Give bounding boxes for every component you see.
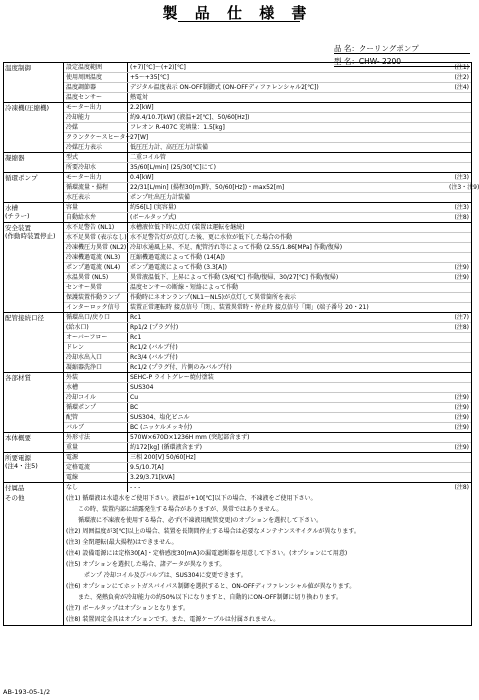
- spec-item: 定格電流: [64, 463, 128, 472]
- spec-value: ポンプ過電流によって作動 (3.3[A]): [130, 264, 227, 271]
- spec-row: [64, 353, 471, 363]
- spec-row: [64, 163, 471, 172]
- spec-row: [64, 173, 471, 183]
- note-line: (注5) オプションを選択した場合、諸データが異なります。: [66, 561, 226, 568]
- spec-item: 凝縮器洗浄口: [64, 363, 128, 372]
- spec-note: [449, 243, 471, 252]
- spec-item: (給水口): [64, 323, 128, 332]
- spec-row: [64, 403, 471, 413]
- spec-section: [4, 433, 471, 453]
- spec-value: 圧縮機過電流によって作動 (14[A]): [130, 254, 226, 261]
- spec-value: 水不足警告灯が点灯した後、更に水位が低下した場合の作動: [130, 234, 293, 241]
- spec-item: 冷却能力: [64, 113, 128, 122]
- spec-value: Rc1/2 (バルブ付): [130, 344, 178, 351]
- spec-item: ポンプ過電流 (NL4): [64, 263, 128, 272]
- spec-item: 冷媒: [64, 123, 128, 132]
- document-title: 製 品 仕 様 書: [162, 4, 313, 22]
- section-rows: [64, 63, 471, 102]
- spec-section: [4, 223, 471, 313]
- section-rows: [64, 173, 479, 202]
- section-name: 安全装置 (作動時装置停止): [4, 223, 64, 312]
- spec-item: 外形寸法: [64, 433, 128, 442]
- spec-section: [4, 173, 479, 203]
- spec-note: (注7): [454, 314, 469, 321]
- spec-row: [64, 223, 471, 233]
- note-line: (注8) 装置固定金具はオプションです。また、電源ケーブルは付属されません。: [66, 616, 280, 623]
- spec-section: [4, 153, 471, 173]
- spec-value: 作動時にネオンランプ(NL1〜NL5)が点灯して異常箇所を表示: [130, 294, 296, 301]
- section-rows: [64, 433, 471, 452]
- spec-row: [64, 293, 471, 303]
- spec-note: [449, 113, 471, 122]
- spec-note: [449, 153, 471, 162]
- note-line: (注7) ボールタップはオプションとなります。: [66, 605, 190, 612]
- spec-row: [64, 383, 471, 393]
- spec-note: [449, 463, 471, 472]
- spec-note: (注8): [454, 214, 469, 221]
- spec-item: 循環ポンプ: [64, 403, 128, 412]
- spec-row: [64, 393, 471, 403]
- spec-item: オーバーフロー: [64, 333, 128, 342]
- spec-item: 冷却水出入口: [64, 353, 128, 362]
- spec-note: [449, 193, 471, 202]
- spec-row: [64, 103, 471, 113]
- spec-item: バルブ: [64, 423, 128, 432]
- spec-value: 低圧圧力計、高圧圧力計装備: [130, 144, 209, 151]
- spec-item: モーター出力: [64, 173, 128, 182]
- section-name: 温度制御: [4, 63, 64, 102]
- product-name: [334, 44, 470, 53]
- spec-note: (注4): [454, 84, 469, 91]
- spec-note: [449, 303, 471, 312]
- spec-item: 設定温度範囲: [64, 63, 128, 72]
- spec-value: 570W×670D×1236H mm (突起部含まず): [130, 434, 250, 441]
- spec-item: 自動給水弁: [64, 213, 128, 222]
- spec-note: [449, 293, 471, 302]
- spec-value: デジタル温度表示 ON-OFF制御式 (ON-OFFディファレンシャル2[℃]): [130, 84, 319, 91]
- spec-row: [64, 133, 471, 143]
- spec-item: 温度センサー: [64, 93, 128, 102]
- spec-note: [449, 133, 471, 142]
- spec-row: [64, 233, 471, 243]
- spec-row: [64, 143, 471, 152]
- spec-value: 約9.4/10.7[kW] (液温+2[℃]、50/60[Hz]): [130, 114, 250, 121]
- spec-note: [449, 453, 471, 462]
- spec-section: [4, 103, 471, 153]
- note-line: また、発熱負荷が冷却能力の約50%以下になりますと、自動的にON-OFF制御に切り換わります。: [66, 594, 343, 601]
- section-name: 付属品: [4, 483, 64, 493]
- spec-section: [4, 483, 471, 493]
- spec-row: [64, 473, 471, 482]
- spec-item: 使用周囲温度: [64, 73, 128, 82]
- document-footer: AB-193-05-1/2: [3, 688, 51, 696]
- spec-note: (注1): [454, 64, 469, 71]
- product-name-underline: [334, 53, 470, 54]
- spec-note: [449, 343, 471, 352]
- spec-value: 装置正常運転時 接点信号「閉」、装置異常時・停止時 接点信号「開」(端子番号 20・21): [130, 304, 369, 311]
- spec-note: (注9): [454, 424, 469, 431]
- spec-note: (注9): [454, 404, 469, 411]
- spec-item: 重量: [64, 443, 128, 452]
- spec-row: [64, 193, 471, 202]
- spec-note: (注8): [454, 484, 469, 491]
- spec-row: [64, 183, 479, 193]
- spec-note: (注8): [454, 324, 469, 331]
- spec-item: 水不足警告 (NL1): [64, 223, 128, 232]
- spec-value: BC: [130, 404, 139, 411]
- spec-item: 水圧表示: [64, 193, 128, 202]
- spec-row: [64, 283, 471, 293]
- spec-note: (注9): [454, 264, 469, 271]
- spec-value: 冷却水通風上昇、不足、配管汚れ等によって作動 (2.55/1.86[MPa] 作動/復帰): [130, 244, 343, 251]
- spec-value: 22/31[L/min] (揚程30[m]時、50/60[Hz])・max52[m]: [130, 184, 285, 191]
- spec-row: [64, 243, 471, 253]
- spec-row: [64, 153, 471, 163]
- spec-note: [449, 123, 471, 132]
- spec-note: (注9): [454, 414, 469, 421]
- spec-value: 27[W]: [130, 134, 149, 141]
- spec-note: [449, 383, 471, 392]
- spec-row: [64, 463, 471, 473]
- spec-value: 熱電対: [130, 94, 149, 101]
- spec-item: クランクケースヒーター: [66, 134, 132, 141]
- section-rows: [64, 103, 471, 152]
- note-line: (注1) 循環液は水道水をご使用下さい。液温が+10[℃]以下の場合、不凍液をご使用下さい。: [66, 495, 317, 502]
- spec-note: (注9): [454, 444, 469, 451]
- spec-note: [449, 143, 471, 152]
- spec-item: 電源: [64, 453, 128, 462]
- spec-row: [64, 323, 471, 333]
- spec-item: なし: [64, 483, 128, 492]
- spec-note: [449, 283, 471, 292]
- spec-item: インターロック信号: [64, 303, 128, 312]
- spec-item: 循環流量・揚程: [64, 183, 128, 192]
- spec-row: [64, 83, 471, 93]
- spec-value: 三相 200[V] 50/60[Hz]: [130, 454, 196, 461]
- section-name: その他: [4, 493, 64, 625]
- spec-row: [64, 413, 471, 423]
- section-rows: [64, 313, 471, 372]
- spec-value: Rp1/2 (プラグ付): [130, 324, 179, 331]
- spec-note: [449, 163, 471, 172]
- section-name: 配管接続口径: [4, 313, 64, 372]
- spec-note: [449, 93, 471, 102]
- section-rows: [64, 373, 471, 432]
- spec-note: [449, 353, 471, 362]
- spec-section: [4, 373, 471, 433]
- spec-value: Rc1: [130, 314, 142, 321]
- spec-section: [4, 203, 471, 223]
- spec-row: [64, 253, 471, 263]
- spec-row: [64, 93, 471, 102]
- spec-item: 保護装置作動ランプ: [64, 293, 128, 302]
- spec-value: +5〜+35[℃]: [130, 74, 169, 81]
- spec-row: [64, 443, 471, 452]
- spec-value: 約172[kg] (循環液含まず): [130, 444, 203, 451]
- spec-row: [64, 303, 471, 312]
- spec-value: BC (ニッケルメッキ付): [130, 424, 193, 431]
- spec-note: [449, 103, 471, 112]
- spec-value: 0.4[kW]: [130, 174, 154, 181]
- section-name: 循環ポンプ: [4, 173, 64, 202]
- spec-note: (注2): [454, 74, 469, 81]
- spec-item: ドレン: [64, 343, 128, 352]
- section-name: 凝縮器: [4, 153, 64, 172]
- spec-row: [64, 313, 471, 323]
- section-name: 所要電源 (注4・注5): [4, 453, 64, 482]
- spec-item: 外装: [64, 373, 128, 382]
- spec-value: 水槽液位低下時に点灯 (装置は運転を継続): [130, 224, 245, 231]
- spec-table: [3, 62, 479, 626]
- spec-row: [64, 453, 471, 463]
- section-name: 各部材質: [4, 373, 64, 432]
- spec-item: センサー異常: [64, 283, 128, 292]
- section-rows: [64, 223, 471, 312]
- title-underline: [178, 21, 300, 22]
- spec-item: 水不足異常 (表示なし): [66, 234, 127, 241]
- note-line: (注3) 全閉運転(最大揚程)はできません。: [66, 539, 178, 546]
- spec-note: [449, 253, 471, 262]
- spec-note: (注9): [454, 274, 469, 281]
- note-line: (注6) オプションにてホットガスバイパス制御を選択すると、ON-OFFディファレンシャル値が異なります。: [66, 583, 356, 590]
- section-rows: [64, 453, 471, 482]
- section-name: 水槽 (チラー): [4, 203, 64, 222]
- spec-value: 温度センサーの断線・短絡によって作動: [130, 284, 239, 291]
- spec-row: [64, 433, 471, 443]
- section-name: 冷凍機(圧縮機): [4, 103, 64, 152]
- spec-row: [64, 483, 471, 492]
- spec-note: [449, 473, 471, 482]
- spec-row: [64, 273, 471, 283]
- spec-note: [449, 333, 471, 342]
- note-line: 循環液に不凍液を使用する場合、必ず(不凍液用配管変更)のオプションを選択して下さい。: [66, 517, 323, 524]
- model-name-text: 型 名：CHW- 2200: [334, 57, 402, 66]
- note-line: (注4) 設備電源には定格30[A]・定格感度30[mA]の漏電遮断器を用意して下さい。(オプションにて用意): [66, 550, 348, 557]
- spec-row: [64, 423, 471, 432]
- product-name-text: 品 名：クーリングポンプ: [334, 44, 419, 53]
- spec-item: モーター出力: [64, 103, 128, 112]
- spec-item: 冷凍機圧力異常 (NL2): [66, 244, 127, 251]
- spec-item: 型式: [64, 153, 128, 162]
- spec-value: 二重コイル管: [130, 154, 166, 161]
- spec-section-other: [4, 493, 471, 625]
- spec-note: (注3): [454, 174, 469, 181]
- spec-value: SUS304、塩化ビニル: [130, 414, 190, 421]
- spec-value: 2.2[kW]: [130, 104, 154, 111]
- spec-value: SEHC-P ライトグレー焼付塗装: [130, 374, 214, 381]
- spec-row: [64, 343, 471, 353]
- spec-value: (+7)[℃]〜(+2)[℃]: [130, 64, 186, 71]
- spec-item: 水槽: [64, 383, 128, 392]
- spec-note: (注3・注9): [449, 184, 479, 191]
- spec-note: [449, 223, 471, 232]
- spec-section: [4, 63, 471, 103]
- spec-sections: [4, 63, 479, 493]
- spec-row: [64, 333, 471, 343]
- spec-section: [4, 453, 471, 483]
- spec-item: 冷凍機過電流 (NL3): [64, 253, 128, 262]
- spec-value: SUS304: [130, 384, 154, 391]
- section-rows: [64, 483, 471, 493]
- spec-row: [64, 203, 471, 213]
- spec-item: 冷却コイル: [64, 393, 128, 402]
- spec-value: ポンプ吐出圧力計装備: [130, 194, 191, 201]
- spec-note: [449, 363, 471, 372]
- spec-value: Rc1: [130, 334, 142, 341]
- spec-value: Rc3/4 (バルブ付): [130, 354, 178, 361]
- spec-note: (注3): [454, 204, 469, 211]
- spec-row: [64, 213, 471, 222]
- spec-row: [64, 113, 471, 123]
- spec-item: 所要冷却水: [64, 163, 128, 172]
- spec-row: [64, 263, 471, 273]
- spec-item: 電線: [64, 473, 128, 482]
- spec-section: [4, 313, 471, 373]
- spec-item: 温度調節器: [64, 83, 128, 92]
- spec-value: 35/60[L/min] (25/30[℃]にて): [130, 164, 216, 171]
- spec-value: 9.5/10.7[A]: [130, 464, 164, 471]
- spec-note: [449, 373, 471, 382]
- spec-row: [64, 123, 471, 133]
- spec-row: [64, 373, 471, 383]
- section-rows: [64, 153, 471, 172]
- spec-item: 循環出口/戻り口: [64, 313, 128, 322]
- spec-row: [64, 73, 471, 83]
- spec-note: [449, 433, 471, 442]
- spec-value: 異常液温低下、上昇によって作動 (3/6[℃] 作動/復帰、30/27[℃] 作動/復帰): [130, 274, 339, 281]
- spec-row: [64, 63, 471, 73]
- spec-row: [64, 363, 471, 372]
- spec-value: 3.29/3.71[kVA]: [130, 474, 175, 481]
- spec-item: 冷媒圧力表示: [64, 143, 128, 152]
- other-notes: [64, 493, 471, 625]
- spec-value: 約56[L] (実容量): [130, 204, 177, 211]
- spec-note: (注9): [454, 394, 469, 401]
- spec-value: - - -: [130, 484, 141, 491]
- spec-item: 容量: [64, 203, 128, 212]
- section-rows: [64, 203, 471, 222]
- spec-value: (ボールタップ式): [130, 214, 177, 221]
- spec-item: 水温異常 (NL5): [64, 273, 128, 282]
- note-line: ポンプ 冷却コイル及びバルブは、SUS304に変更できます。: [66, 572, 247, 579]
- spec-item: 配管: [64, 413, 128, 422]
- section-name: 本体概要: [4, 433, 64, 452]
- spec-value: フレオン R-407C 充填量：1.5[kg]: [130, 124, 225, 131]
- spec-value: Rc1/2 (プラグ付、片側のみバルブ付): [130, 364, 232, 371]
- spec-note: [449, 233, 471, 242]
- note-line: (注2) 周囲温度が3[℃]以上の場合、装置を長期間停止する場合は必要なメンテナンスサイクルが異なります。: [66, 528, 360, 535]
- spec-value: Cu: [130, 394, 138, 401]
- note-line: この時、装置内部に結露発生する場合がありますが、異常ではありません。: [66, 506, 283, 513]
